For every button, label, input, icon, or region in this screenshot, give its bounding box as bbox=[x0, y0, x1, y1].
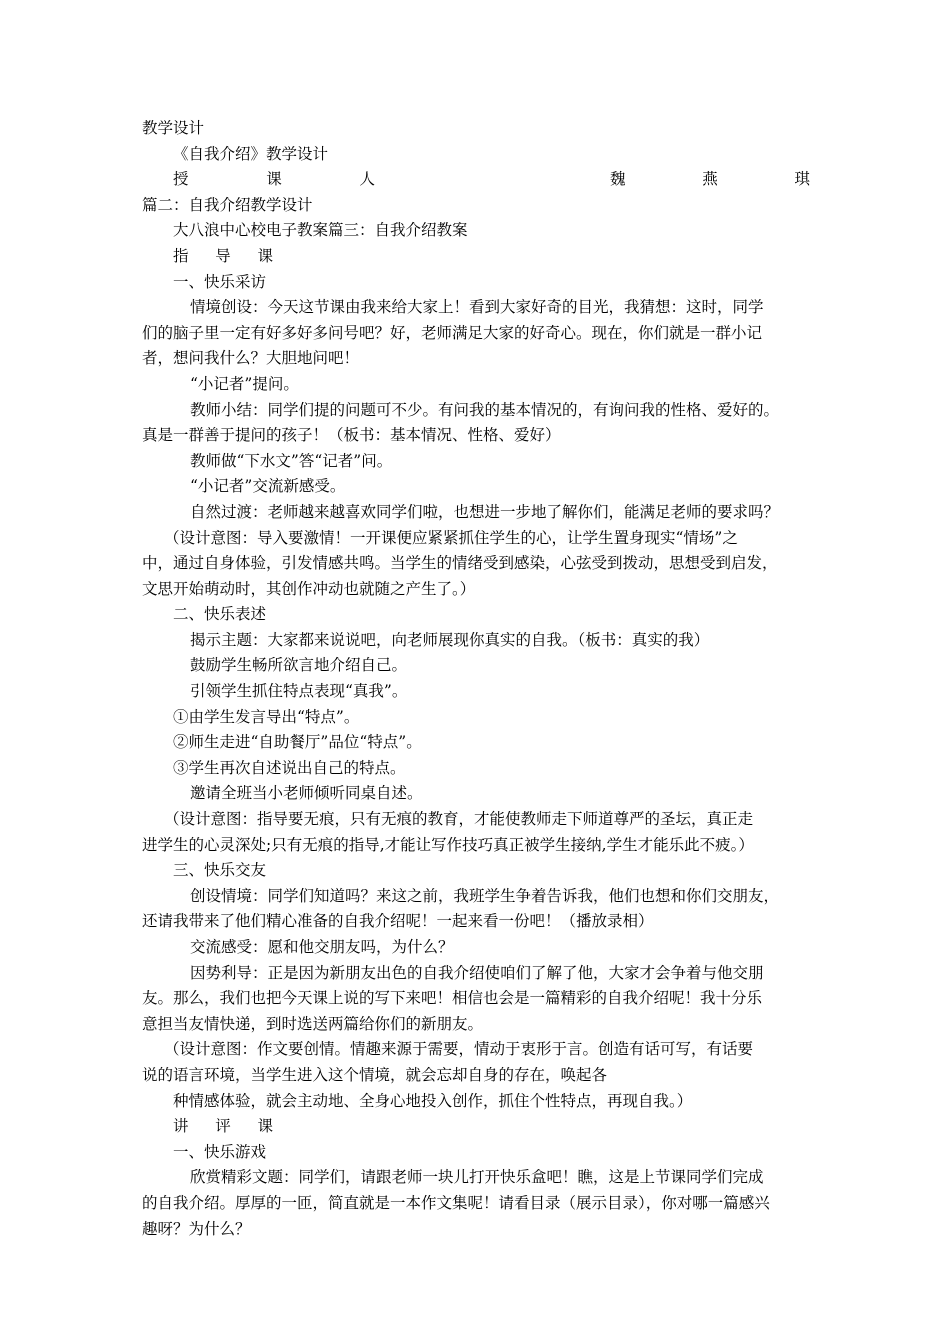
list-item: ①由学生发言导出“特点”。 bbox=[173, 707, 360, 726]
lecturer-name bbox=[610, 167, 810, 193]
paragraph-line: 交流感受：愿和他交朋友吗，为什么？ bbox=[190, 938, 454, 956]
paragraph-line: （设计意图：导入要激情！一开课便应紧紧抓住学生的心，让学生置身现实“情场”之 bbox=[164, 528, 738, 547]
guide-lesson-heading bbox=[142, 244, 273, 270]
paragraph-line: 文思开始萌动时，其创作冲动也就随之产生了。） bbox=[142, 579, 476, 598]
paragraph-line: 创设情境：同学们知道吗？来这之前，我班学生争着告诉我，他们也想和你们交朋友， bbox=[190, 886, 780, 905]
paragraph-line: 欣赏精彩文题：同学们，请跟老师一块儿打开快乐盒吧！瞧，这是上节课同学们完成 bbox=[190, 1168, 764, 1187]
heading-char: 导 bbox=[215, 246, 231, 265]
paragraph-line: 引领学生抓住特点表现“真我”。 bbox=[190, 682, 408, 701]
paragraph-line: 们的脑子里一定有好多好多问号吧？好，老师满足大家的好奇心。现在，你们就是一群小记 bbox=[142, 323, 763, 342]
heading-char: 指 bbox=[173, 246, 189, 265]
paragraph-line: 还请我带来了他们精心准备的自我介绍呢！一起来看一份吧！（播放录相） bbox=[142, 912, 654, 931]
part2-heading: 篇二：自我介绍教学设计 bbox=[142, 195, 313, 214]
paragraph-line: 的自我介绍。厚厚的一匝，简直就是一本作文集呢！请看目录（展示目录），你对哪一篇感兴 bbox=[142, 1193, 770, 1212]
doc-header: 教学设计 bbox=[142, 119, 205, 137]
name-char: 燕 bbox=[702, 170, 718, 189]
school-line: 大八浪中心校电子教案篇三：自我介绍教案 bbox=[173, 221, 468, 240]
paragraph-line: 友。那么，我们也把今天课上说的写下来吧！相信也会是一篇精彩的自我介绍呢！我十分乐 bbox=[142, 989, 763, 1008]
list-item: ②师生走进“自助餐厅”品位“特点”。 bbox=[173, 733, 422, 752]
doc-title: 《自我介绍》教学设计 bbox=[173, 144, 329, 163]
paragraph-line: 揭示主题：大家都来说说吧，向老师展现你真实的自我。（板书：真实的我） bbox=[190, 630, 710, 649]
paragraph-line: 教师做“下水文”答“记者”问。 bbox=[190, 451, 393, 470]
paragraph-line: “小记者”提问。 bbox=[190, 374, 299, 393]
paragraph-line: 种情感体验，就会主动地、全身心地投入创作，抓住个性特点，再现自我。） bbox=[173, 1091, 693, 1110]
lecturer-char: 授 bbox=[173, 170, 189, 189]
paragraph-line: （设计意图：指导要无痕，只有无痕的教育，才能使教师走下师道尊严的圣坛，真正走 bbox=[164, 810, 754, 829]
section-title: 三、快乐交友 bbox=[173, 861, 267, 880]
paragraph-line: 自然过渡：老师越来越喜欢同学们啦，也想进一步地了解你们，能满足老师的要求吗？ bbox=[190, 502, 780, 521]
document-body bbox=[142, 116, 810, 1242]
review-lesson-heading bbox=[142, 1114, 273, 1140]
paragraph-line: 进学生的心灵深处;只有无痕的指导,才能让写作技巧真正被学生接纳,学生才能乐此不疲。） bbox=[142, 835, 754, 854]
lecturer-char: 课 bbox=[266, 170, 282, 189]
paragraph-line: 真是一群善于提问的孩子！（板书：基本情况、性格、爱好） bbox=[142, 426, 561, 445]
paragraph-line: “小记者”交流新感受。 bbox=[190, 477, 346, 496]
section-title: 一、快乐采访 bbox=[173, 272, 267, 291]
paragraph-line: 趣呀？为什么？ bbox=[142, 1219, 251, 1238]
section-title: 二、快乐表述 bbox=[173, 605, 267, 624]
lecturer-char: 人 bbox=[359, 170, 375, 189]
name-char: 魏 bbox=[610, 170, 626, 189]
paragraph-line: 者，想问我什么？大胆地问吧！ bbox=[142, 349, 360, 368]
paragraph-line: 中，通过自身体验，引发情感共鸣。当学生的情绪受到感染，心弦受到拨动，思想受到启发， bbox=[142, 554, 778, 573]
heading-char: 评 bbox=[215, 1117, 231, 1136]
paragraph-line: 鼓励学生畅所欲言地介绍自己。 bbox=[190, 656, 408, 675]
paragraph-line: 教师小结：同学们提的问题可不少。有问我的基本情况的，有询问我的性格、爱好的。 bbox=[190, 400, 780, 419]
name-char: 琪 bbox=[794, 170, 810, 189]
paragraph-line: 说的语言环境，当学生进入这个情境，就会忘却自身的存在，唤起各 bbox=[142, 1065, 608, 1084]
heading-char: 讲 bbox=[173, 1117, 189, 1136]
paragraph-line: 邀请全班当小老师倾听同桌自述。 bbox=[190, 784, 423, 803]
paragraph-line: （设计意图：作文要创情。情趣来源于需要，情动于衷形于言。创造有话可写，有话要 bbox=[164, 1040, 754, 1059]
lecturer-line bbox=[142, 167, 810, 193]
paragraph-line: 因势利导：正是因为新朋友出色的自我介绍使咱们了解了他，大家才会争着与他交朋 bbox=[190, 963, 764, 982]
heading-char: 课 bbox=[257, 246, 273, 265]
paragraph-line: 意担当友情快递，到时选送两篇给你们的新朋友。 bbox=[142, 1014, 484, 1033]
lecturer-label bbox=[173, 167, 375, 193]
section-title: 一、快乐游戏 bbox=[173, 1142, 267, 1161]
paragraph-line: 情境创设：今天这节课由我来给大家上！看到大家好奇的目光，我猜想：这时，同学 bbox=[190, 298, 764, 317]
heading-char: 课 bbox=[257, 1117, 273, 1136]
list-item: ③学生再次自述说出自己的特点。 bbox=[173, 758, 406, 777]
